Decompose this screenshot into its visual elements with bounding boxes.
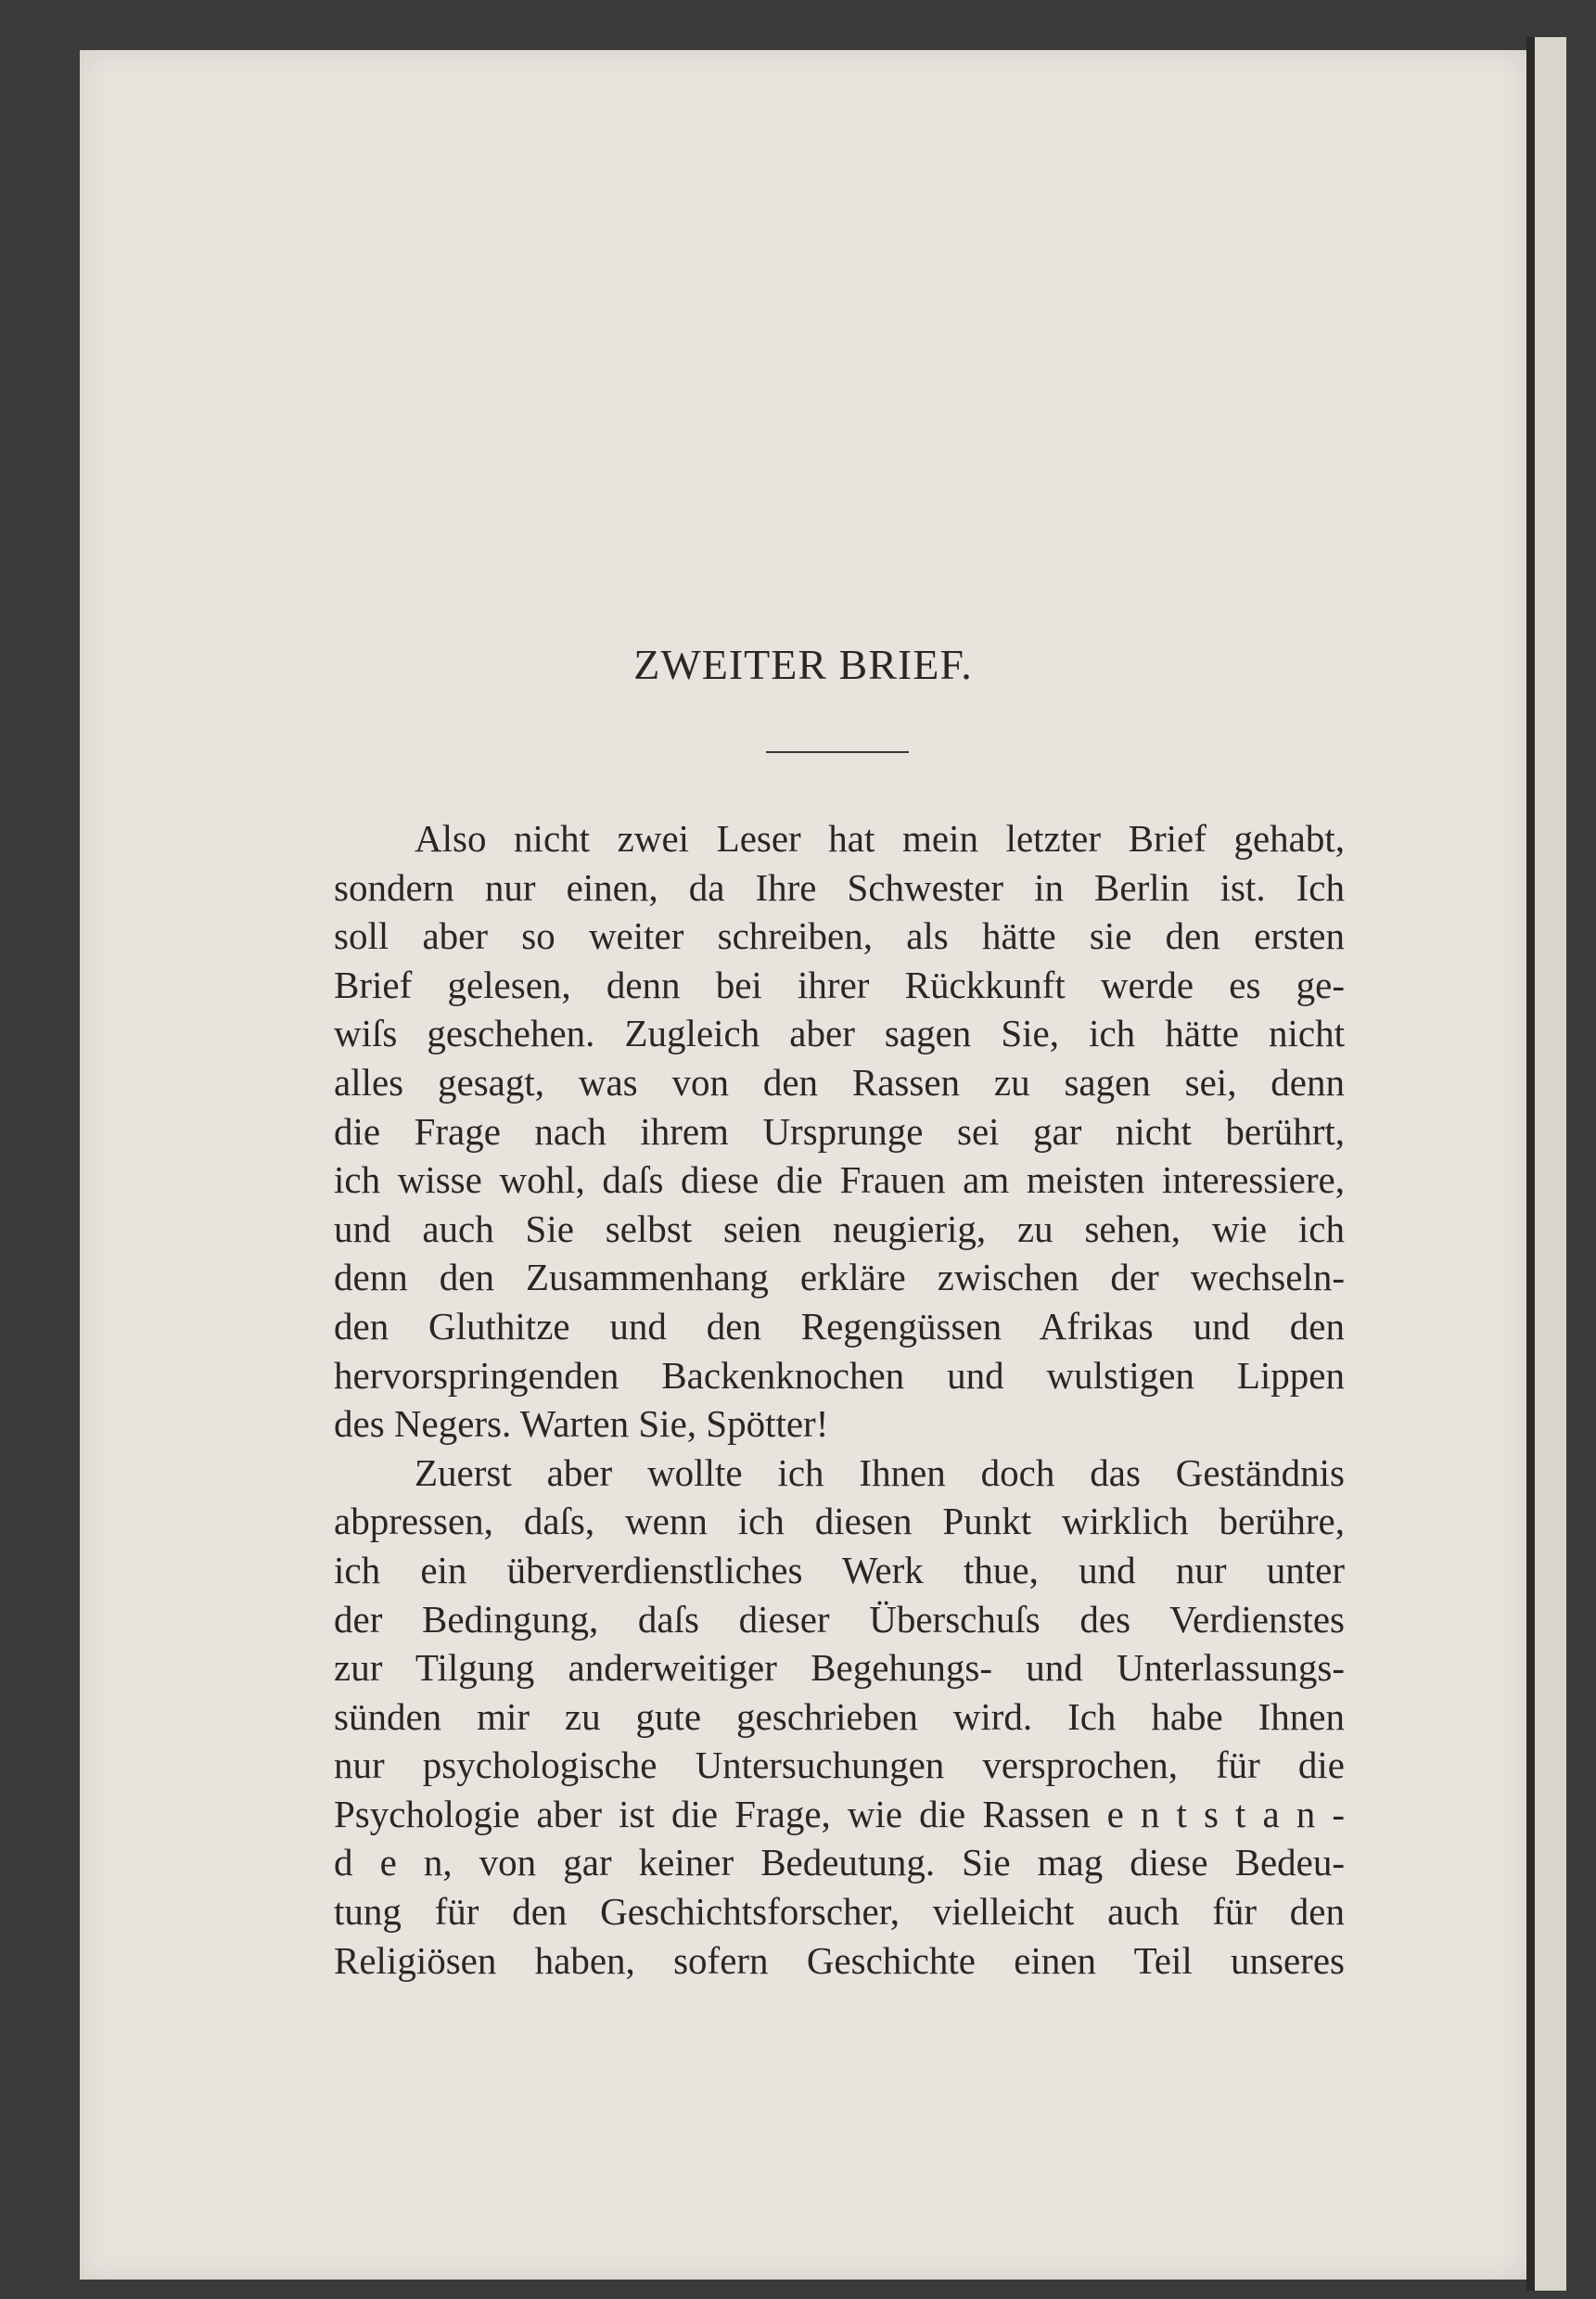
text-line: zur Tilgung anderweitiger Begehungs- und Unterlassungs-: [334, 1646, 1345, 1690]
next-page-edge: [1535, 37, 1566, 2291]
text-line: ich wisse wohl, daſs diese die Frauen am meisten interessiere,: [334, 1158, 1345, 1202]
text-line: ich ein überverdienstliches Werk thue, und nur unter: [334, 1548, 1345, 1591]
text-line: hervorspringenden Backenknochen und wulstigen Lippen: [334, 1353, 1345, 1397]
text-line: Brief gelesen, denn bei ihrer Rückkunft werde es ge-: [334, 963, 1345, 1006]
text-line: Religiösen haben, sofern Geschichte einen Teil unseres: [334, 1938, 1345, 1982]
text-line: abpressen, daſs, wenn ich diesen Punkt wirklich berühre,: [334, 1500, 1345, 1543]
text-line: und auch Sie selbst seien neugierig, zu sehen, wie ich: [334, 1207, 1345, 1250]
chapter-heading: ZWEITER BRIEF.: [633, 641, 973, 688]
text-line: alles gesagt, was von den Rassen zu sagen sei, denn: [334, 1060, 1345, 1104]
text-line: sünden mir zu gute geschrieben wird. Ich habe Ihnen: [334, 1694, 1345, 1738]
text-line: der Bedingung, daſs dieser Überschuſs des Verdienstes: [334, 1597, 1345, 1641]
text-line: den Gluthitze und den Regengüssen Afrikas und den: [334, 1304, 1345, 1347]
text-line: soll aber so weiter schreiben, als hätte sie den ersten: [334, 914, 1345, 958]
book-page: [80, 50, 1526, 2280]
text-line: Also nicht zwei Leser hat mein letzter Brief gehabt,: [415, 817, 1345, 860]
body-text: [334, 814, 1345, 1985]
text-line: wiſs geschehen. Zugleich aber sagen Sie, ich hätte nicht: [334, 1012, 1345, 1055]
text-line: tung für den Geschichtsforscher, vielleicht auch für den: [334, 1890, 1345, 1934]
text-line: nur psychologische Untersuchungen versprochen, für die: [334, 1743, 1345, 1787]
text-line: denn den Zusammenhang erkläre zwischen der wechseln-: [334, 1256, 1345, 1299]
text-line: sondern nur einen, da Ihre Schwester in Berlin ist. Ich: [334, 865, 1345, 909]
text-line: des Negers. Warten Sie, Spötter!: [334, 1402, 829, 1446]
text-line: Psychologie aber ist die Frage, wie die Rassen e n t s t a n -: [334, 1792, 1345, 1835]
text-line: die Frage nach ihrem Ursprunge sei gar nicht berührt,: [334, 1109, 1345, 1153]
text-line: d e n, von gar keiner Bedeutung. Sie mag diese Bedeu-: [334, 1841, 1345, 1884]
text-line: Zuerst aber wollte ich Ihnen doch das Geständnis: [415, 1450, 1345, 1494]
heading-divider: [766, 751, 909, 753]
